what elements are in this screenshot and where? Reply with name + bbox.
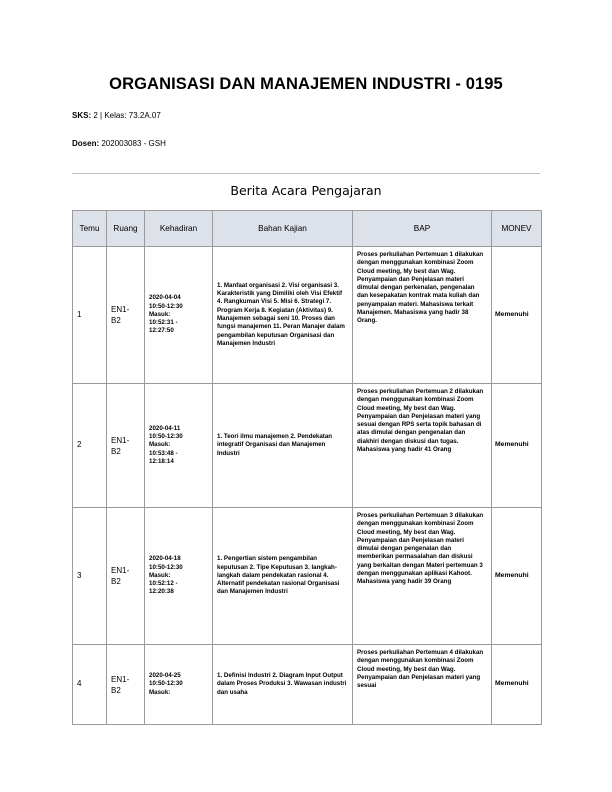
cell-monev: Memenuhi bbox=[492, 384, 542, 508]
cell-bahan-kajian: 1. Teori ilmu manajemen 2. Pendekatan integratif Organisasi dan Manajemen Industri bbox=[213, 384, 353, 508]
cell-monev: Memenuhi bbox=[492, 247, 542, 384]
header-monev: MONEV bbox=[492, 211, 542, 247]
divider bbox=[72, 173, 540, 174]
cell-ruang: EN1- B2 bbox=[107, 384, 145, 508]
cell-bahan-kajian: 1. Manfaat organisasi 2. Visi organisasi 3. Karakteristik yang Dimiliki oleh Visi Efektif 4. Rangkuman Visi 5. Misi 6. Strategi 7. Program Kerja 8. Kegiatan (Aktivitas) 9. Manajemen sebagai seni 10. Proses dan fungsi manajemen 11. Peran Manajer dalam pengambilan keputusan Organisasi dan Manajemen Industri bbox=[213, 247, 353, 384]
cell-ruang: EN1- B2 bbox=[107, 508, 145, 645]
dosen-label: Dosen: bbox=[72, 139, 100, 148]
cell-temu: 2 bbox=[73, 384, 107, 508]
cell-ruang: EN1- B2 bbox=[107, 645, 145, 725]
cell-kehadiran: 2020-04-11 10:50-12:30 Masuk: 10:53:48 - 12:18:14 bbox=[145, 384, 213, 508]
cell-kehadiran: 2020-04-18 10:50-12:30 Masuk: 10:52:12 - 12:20:38 bbox=[145, 508, 213, 645]
sks-label: SKS: bbox=[72, 111, 92, 120]
cell-bap: Proses perkuliahan Pertemuan 1 dilakukan dengan menggunakan kombinasi Zoom Cloud meeting, My best dan Wag. Penyampaian dan Penjelasan materi dimulai dengan perkenalan, pengenalan dan kesepakatan kontrak mata kuliah dan penyampaian materi. Mahasiswa terkait Manajemen. Mahasiswa yang hadir 38 Orang. bbox=[353, 247, 492, 384]
cell-temu: 1 bbox=[73, 247, 107, 384]
teaching-log-table bbox=[72, 210, 542, 725]
table-row bbox=[73, 645, 542, 725]
header-bahan-kajian: Bahan Kajian bbox=[213, 211, 353, 247]
table-row bbox=[73, 384, 542, 508]
section-title: Berita Acara Pengajaran bbox=[230, 183, 382, 198]
cell-bap: Proses perkuliahan Pertemuan 3 dilakukan dengan menggunakan kombinasi Zoom Cloud meeting, My best dan Wag. Penyampaian dan Penjelasan materi dimulai dengan pengenalan dan memberikan permasalahan dan diskusi yang berkaitan dengan Materi pertemuan 3 dengan menggunakan aplikasi Kahoot. Mahasiswa yang hadir 39 Orang bbox=[353, 508, 492, 645]
table-row bbox=[73, 247, 542, 384]
page-title: ORGANISASI DAN MANAJEMEN INDUSTRI - 0195 bbox=[109, 75, 503, 93]
cell-bap: Proses perkuliahan Pertemuan 2 dilakukan dengan menggunakan kombinasi Zoom Cloud meeting, My best dan Wag. Penyampaian dan Penjelasan materi yang sesuai dengan RPS serta topik bahasan di atas dimulai dengan pengenalan dan diakhiri dengan diskusi dan tugas. Mahasiswa yang hadir 41 Orang bbox=[353, 384, 492, 508]
cell-kehadiran: 2020-04-04 10:50-12:30 Masuk: 10:52:31 - 12:27:50 bbox=[145, 247, 213, 384]
header-kehadiran: Kehadiran bbox=[145, 211, 213, 247]
cell-ruang: EN1- B2 bbox=[107, 247, 145, 384]
header-ruang: Ruang bbox=[107, 211, 145, 247]
table-header-row bbox=[73, 211, 542, 247]
course-meta-sks bbox=[72, 111, 161, 120]
header-temu: Temu bbox=[73, 211, 107, 247]
cell-monev: Memenuhi bbox=[492, 508, 542, 645]
cell-monev: Memenuhi bbox=[492, 645, 542, 725]
course-meta-dosen bbox=[72, 139, 166, 148]
header-bap: BAP bbox=[353, 211, 492, 247]
cell-bahan-kajian: 1. Definisi Industri 2. Diagram Input Output dalam Proses Produksi 3. Wawasan industri dan usaha bbox=[213, 645, 353, 725]
cell-temu: 4 bbox=[73, 645, 107, 725]
cell-bap: Proses perkuliahan Pertemuan 4 dilakukan dengan menggunakan kombinasi Zoom Cloud meeting, My best dan Wag. Penyampaian dan Penjelasan materi yang sesuai bbox=[353, 645, 492, 725]
dosen-value: 202003083 - GSH bbox=[101, 139, 166, 148]
cell-kehadiran: 2020-04-25 10:50-12:30 Masuk: bbox=[145, 645, 213, 725]
sks-value: 2 | Kelas: 73.2A.07 bbox=[93, 111, 161, 120]
cell-bahan-kajian: 1. Pengertian sistem pengambilan keputusan 2. Tipe Keputusan 3. langkah-langkah dalam pendekatan rasional 4. Alternatif pendekatan rasional Organisasi dan Manajemen Industri bbox=[213, 508, 353, 645]
cell-temu: 3 bbox=[73, 508, 107, 645]
table-row bbox=[73, 508, 542, 645]
